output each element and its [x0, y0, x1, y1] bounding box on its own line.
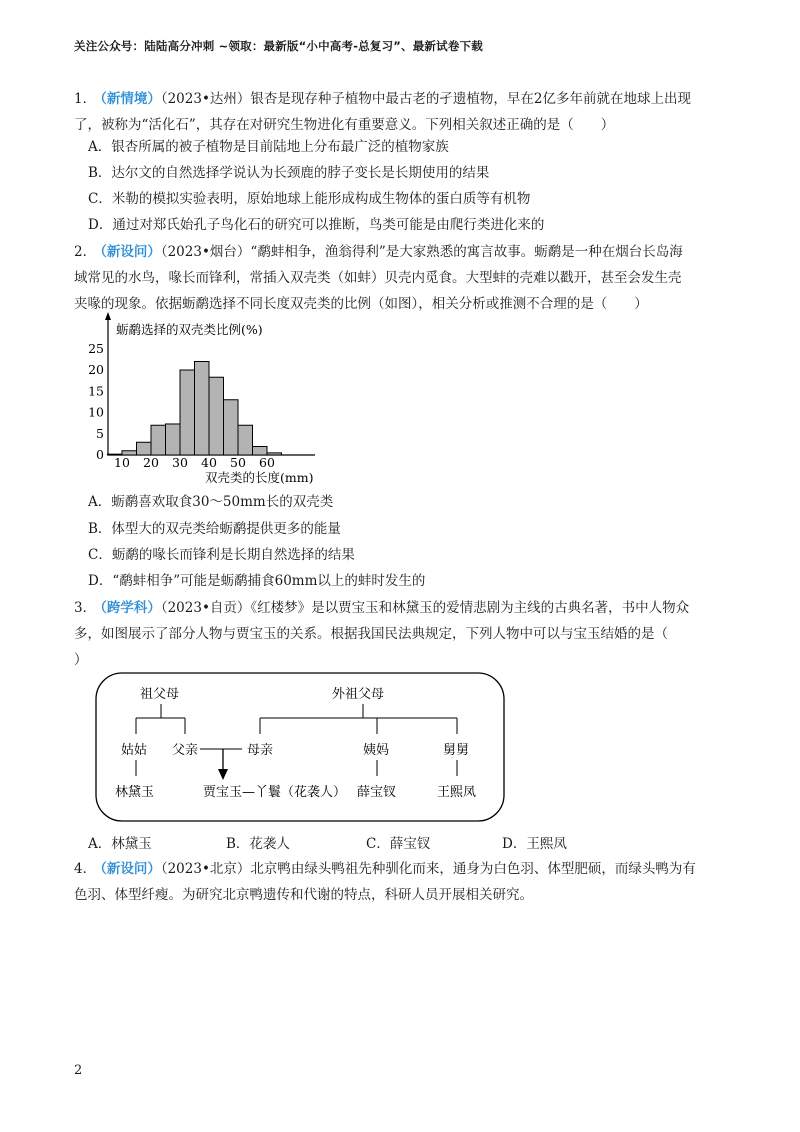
question-tag: （新设问） [100, 244, 161, 260]
page-header: 关注公众号：陆陆高分冲刺 ~领取：最新版“小中高考-总复习”、最新试卷下载 [74, 39, 483, 53]
q3-option-b: B．花袭人 [226, 836, 290, 852]
x-tick-label: 30 [172, 455, 188, 470]
q1-option-b: B．达尔文的自然选择学说认为长颈鹿的脖子变长是长期使用的结果 [88, 165, 490, 181]
q2-option-b: B．体型大的双壳类给蛎鹬提供更多的能量 [88, 521, 341, 537]
question-text: （2023•达州）银杏是现存种子植物中最古老的孑遗植物，早在2亿多年前就在地球上出现 [160, 91, 692, 107]
question-3-line-1 [74, 595, 734, 621]
length-histogram [90, 312, 320, 497]
q1-option-a: A．银杏所属的被子植物是目前陆地上分布最广泛的植物家族 [88, 139, 449, 155]
q3-option-d: D．王熙凤 [502, 836, 567, 852]
x-tick-label: 10 [114, 455, 130, 470]
node-xue-baochai: 薛宝钗 [357, 785, 397, 800]
bars [108, 362, 282, 456]
histogram-bar [238, 425, 253, 455]
question-number: 2． [74, 244, 97, 260]
question-1-line-1 [74, 86, 734, 112]
x-tick-label: 40 [201, 455, 217, 470]
node-uncle: 舅舅 [443, 743, 470, 758]
histogram-bar [151, 425, 166, 455]
histogram-bar [137, 442, 152, 455]
node-maternal-grandparents: 外祖父母 [332, 687, 385, 702]
question-text: （2023•自贡）《红楼梦》是以贾宝玉和林黛玉的爱情悲剧为主线的古典名著，书中人物众 [160, 600, 690, 616]
y-tick-label: 10 [88, 404, 104, 420]
histogram-bar [180, 370, 195, 455]
arrow-down-icon [218, 769, 228, 780]
q1-option-d: D．通过对郑氏始孔子鸟化石的研究可以推断，鸟类可能是由爬行类进化来的 [88, 217, 545, 233]
x-tick-label: 60 [259, 455, 275, 470]
x-tick-label: 50 [230, 455, 246, 470]
question-4-line-1 [74, 856, 734, 882]
y-axis-label: 蛎鹬选择的双壳类比例(%) [116, 322, 263, 337]
q2-option-d: D．“鹬蚌相争”可能是蛎鹬捕食60mm以上的蚌时发生的 [88, 573, 426, 589]
family-relation-diagram [95, 672, 505, 822]
question-3-line-2: 多，如图展示了部分人物与贾宝玉的关系。根据我国民法典规定，下列人物中可以与宝玉结婚的是（ [74, 626, 668, 642]
q2-option-c: C．蛎鹬的喙长而锋利是长期自然选择的结果 [88, 547, 355, 563]
histogram-bar [195, 362, 210, 456]
node-lin-daiyu: 林黛玉 [115, 785, 155, 800]
y-ticks [88, 341, 104, 462]
question-tag: （新设问） [100, 861, 161, 877]
node-jia-baoyu-pair: 贾宝玉—丫鬟（花袭人） [203, 785, 347, 800]
histogram-bar [224, 400, 239, 455]
node-wang-xifeng: 王熙凤 [437, 785, 477, 800]
question-text: （2023•烟台）“鹬蚌相争，渔翁得利”是大家熟悉的寓言故事。蛎鹬是一种在烟台长岛海 [160, 244, 683, 260]
node-mother: 母亲 [247, 743, 274, 758]
question-4 [74, 856, 734, 908]
node-grandparents: 祖父母 [140, 687, 180, 702]
question-3-line-3: ） [74, 652, 88, 668]
q1-option-c: C．米勒的模拟实验表明，原始地球上能形成构成生物体的蛋白质等有机物 [88, 191, 531, 207]
q3-option-a: A．林黛玉 [88, 836, 152, 852]
question-2-line-3: 夹喙的现象。依据蛎鹬选择不同长度双壳类的比例（如图），相关分析或推测不合理的是（ ） [74, 296, 648, 312]
q3-option-c: C．薛宝钗 [366, 836, 431, 852]
y-tick-label: 25 [88, 340, 104, 356]
x-ticks [114, 455, 275, 470]
page-number: 2 [74, 1063, 83, 1078]
question-number: 4． [74, 861, 97, 877]
question-2-line-1 [74, 239, 734, 265]
question-1 [74, 86, 734, 138]
question-tag: （新情境） [100, 91, 161, 107]
x-axis-label: 双壳类的长度(mm) [205, 470, 314, 485]
question-2 [74, 239, 734, 317]
y-tick-label: 15 [88, 383, 104, 399]
node-maternal-aunt: 姨妈 [363, 743, 390, 758]
node-father: 父亲 [172, 743, 199, 758]
y-axis-arrow [105, 312, 111, 320]
y-tick-label: 0 [96, 447, 104, 462]
histogram-bar [253, 447, 268, 456]
question-2-line-2: 域常见的水鸟，喙长而锋利，常插入双壳类（如蚌）贝壳内觅食。大型蚌的壳难以戳开，甚至会发生壳 [74, 270, 682, 286]
question-text: （2023•北京）北京鸭由绿头鸭祖先种驯化而来，通身为白色羽、体型肥硕，而绿头鸭为有 [160, 861, 696, 877]
question-1-line-2: 了，被称为“活化石”，其存在对研究生物进化有重要意义。下列相关叙述正确的是（ ） [74, 117, 615, 133]
question-4-line-2: 色羽、体型纤瘦。为研究北京鸭遗传和代谢的特点，科研人员开展相关研究。 [74, 887, 533, 903]
question-number: 1． [74, 91, 97, 107]
x-tick-label: 20 [143, 455, 159, 470]
question-number: 3． [74, 600, 97, 616]
y-tick-label: 5 [96, 425, 104, 441]
node-aunt: 姑姑 [121, 743, 148, 758]
histogram-bar [166, 424, 181, 455]
y-tick-label: 20 [88, 362, 104, 377]
q2-option-a: A．蛎鹬喜欢取食30～50mm长的双壳类 [88, 494, 334, 510]
question-3 [74, 595, 734, 673]
question-tag: （跨学科） [100, 600, 161, 616]
histogram-bar [209, 377, 224, 455]
